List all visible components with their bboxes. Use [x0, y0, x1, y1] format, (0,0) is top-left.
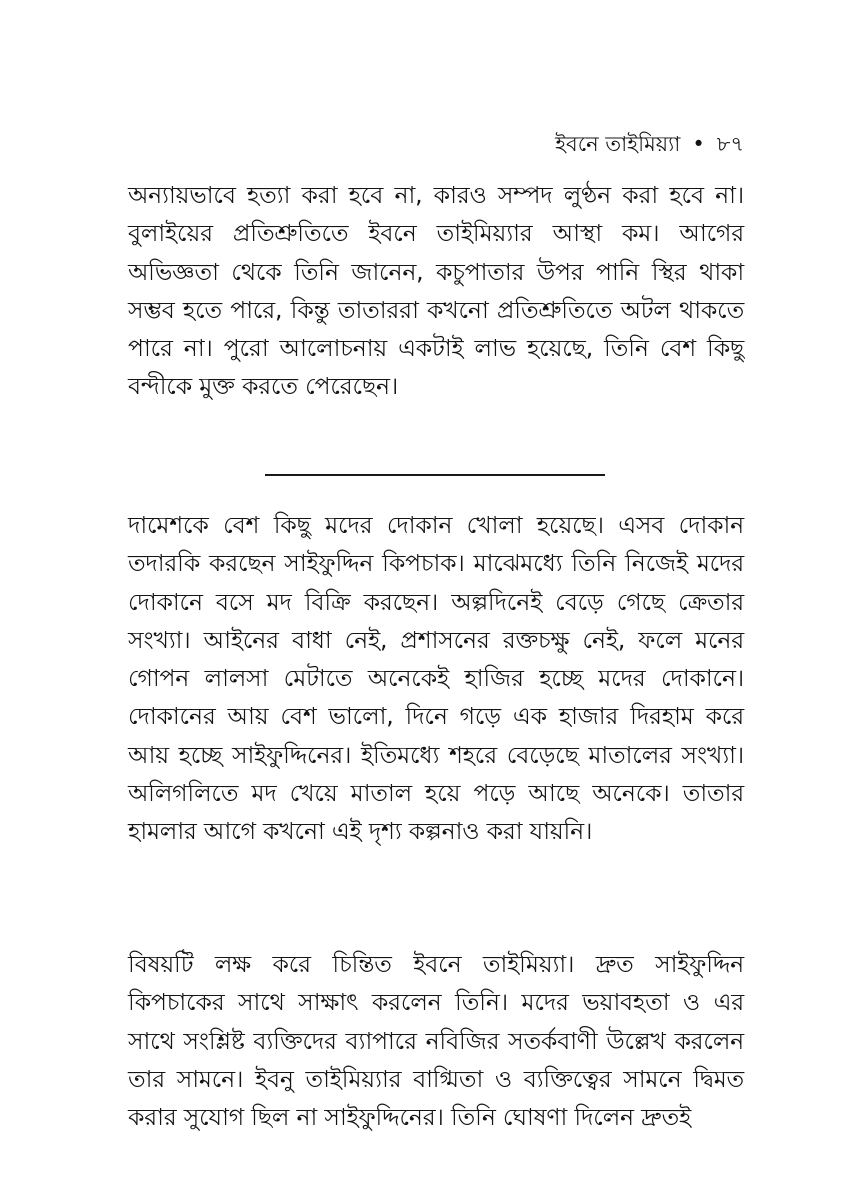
paragraph-block: [128, 945, 744, 1136]
paragraph-block: [128, 506, 744, 851]
running-header: [555, 128, 744, 160]
paragraph: বিষয়টি লক্ষ করে চিন্তিত ইবনে তাইমিয়্যা। দ্রুত সাইফুদ্দিন কিপচাকের সাথে সাক্ষাৎ করলেন তিনি। মদের ভয়াবহতা ও এর সাথে সংশ্লিষ্ট ব্যক্তিদের ব্যাপারে নবিজির সতর্কবাণী উল্লেখ করলেন তার সামনে। ইবনু তাইমিয়্যার বাগ্মিতা ও ব্যক্তিত্বের সামনে দ্বিমত করার সুযোগ ছিল না সাইফুদ্দিনের। তিনি ঘোষণা দিলেন দ্রুতই: [128, 950, 744, 1132]
paragraph: দামেশকে বেশ কিছু মদের দোকান খোলা হয়েছে। এসব দোকান তদারকি করছেন সাইফুদ্দিন কিপচাক। মাঝেমধ্যে তিনি নিজেই মদের দোকানে বসে মদ বিক্রি করছেন। অল্পদিনেই বেড়ে গেছে ক্রেতার সংখ্যা। আইনের বাধা নেই, প্রশাসনের রক্তচক্ষু নেই, ফলে মনের গোপন লালসা মেটাতে অনেকেই হাজির হচ্ছে মদের দোকানে। দোকানের আয় বেশ ভালো, দিনে গড়ে এক হাজার দিরহাম করে আয় হচ্ছে সাইফুদ্দিনের। ইতিমধ্যে শহরে বেড়েছে মাতালের সংখ্যা। অলিগলিতে মদ খেয়ে মাতাল হয়ে পড়ে আছে অনেকে। তাতার হামলার আগে কখনো এই দৃশ্য কল্পনাও করা যায়নি।: [128, 511, 744, 846]
paragraph-block: [128, 176, 744, 406]
bullet-separator: •: [692, 132, 705, 156]
page-number: ৮৭: [716, 132, 744, 156]
section-divider: [265, 474, 605, 476]
paragraph: অন্যায়ভাবে হত্যা করা হবে না, কারও সম্পদ লুণ্ঠন করা হবে না। বুলাইয়ের প্রতিশ্রুতিতে ইবনে তাইমিয়্যার আস্থা কম। আগের অভিজ্ঞতা থেকে তিনি জানেন, কচুপাতার উপর পানি স্থির থাকা সম্ভব হতে পারে, কিন্তু তাতাররা কখনো প্রতিশ্রুতিতে অটল থাকতে পারে না। পুরো আলোচনায় একটাই লাভ হয়েছে, তিনি বেশ কিছু বন্দীকে মুক্ত করতে পেরেছেন।: [128, 181, 744, 401]
running-header-title: ইবনে তাইমিয়্যা: [555, 132, 681, 156]
